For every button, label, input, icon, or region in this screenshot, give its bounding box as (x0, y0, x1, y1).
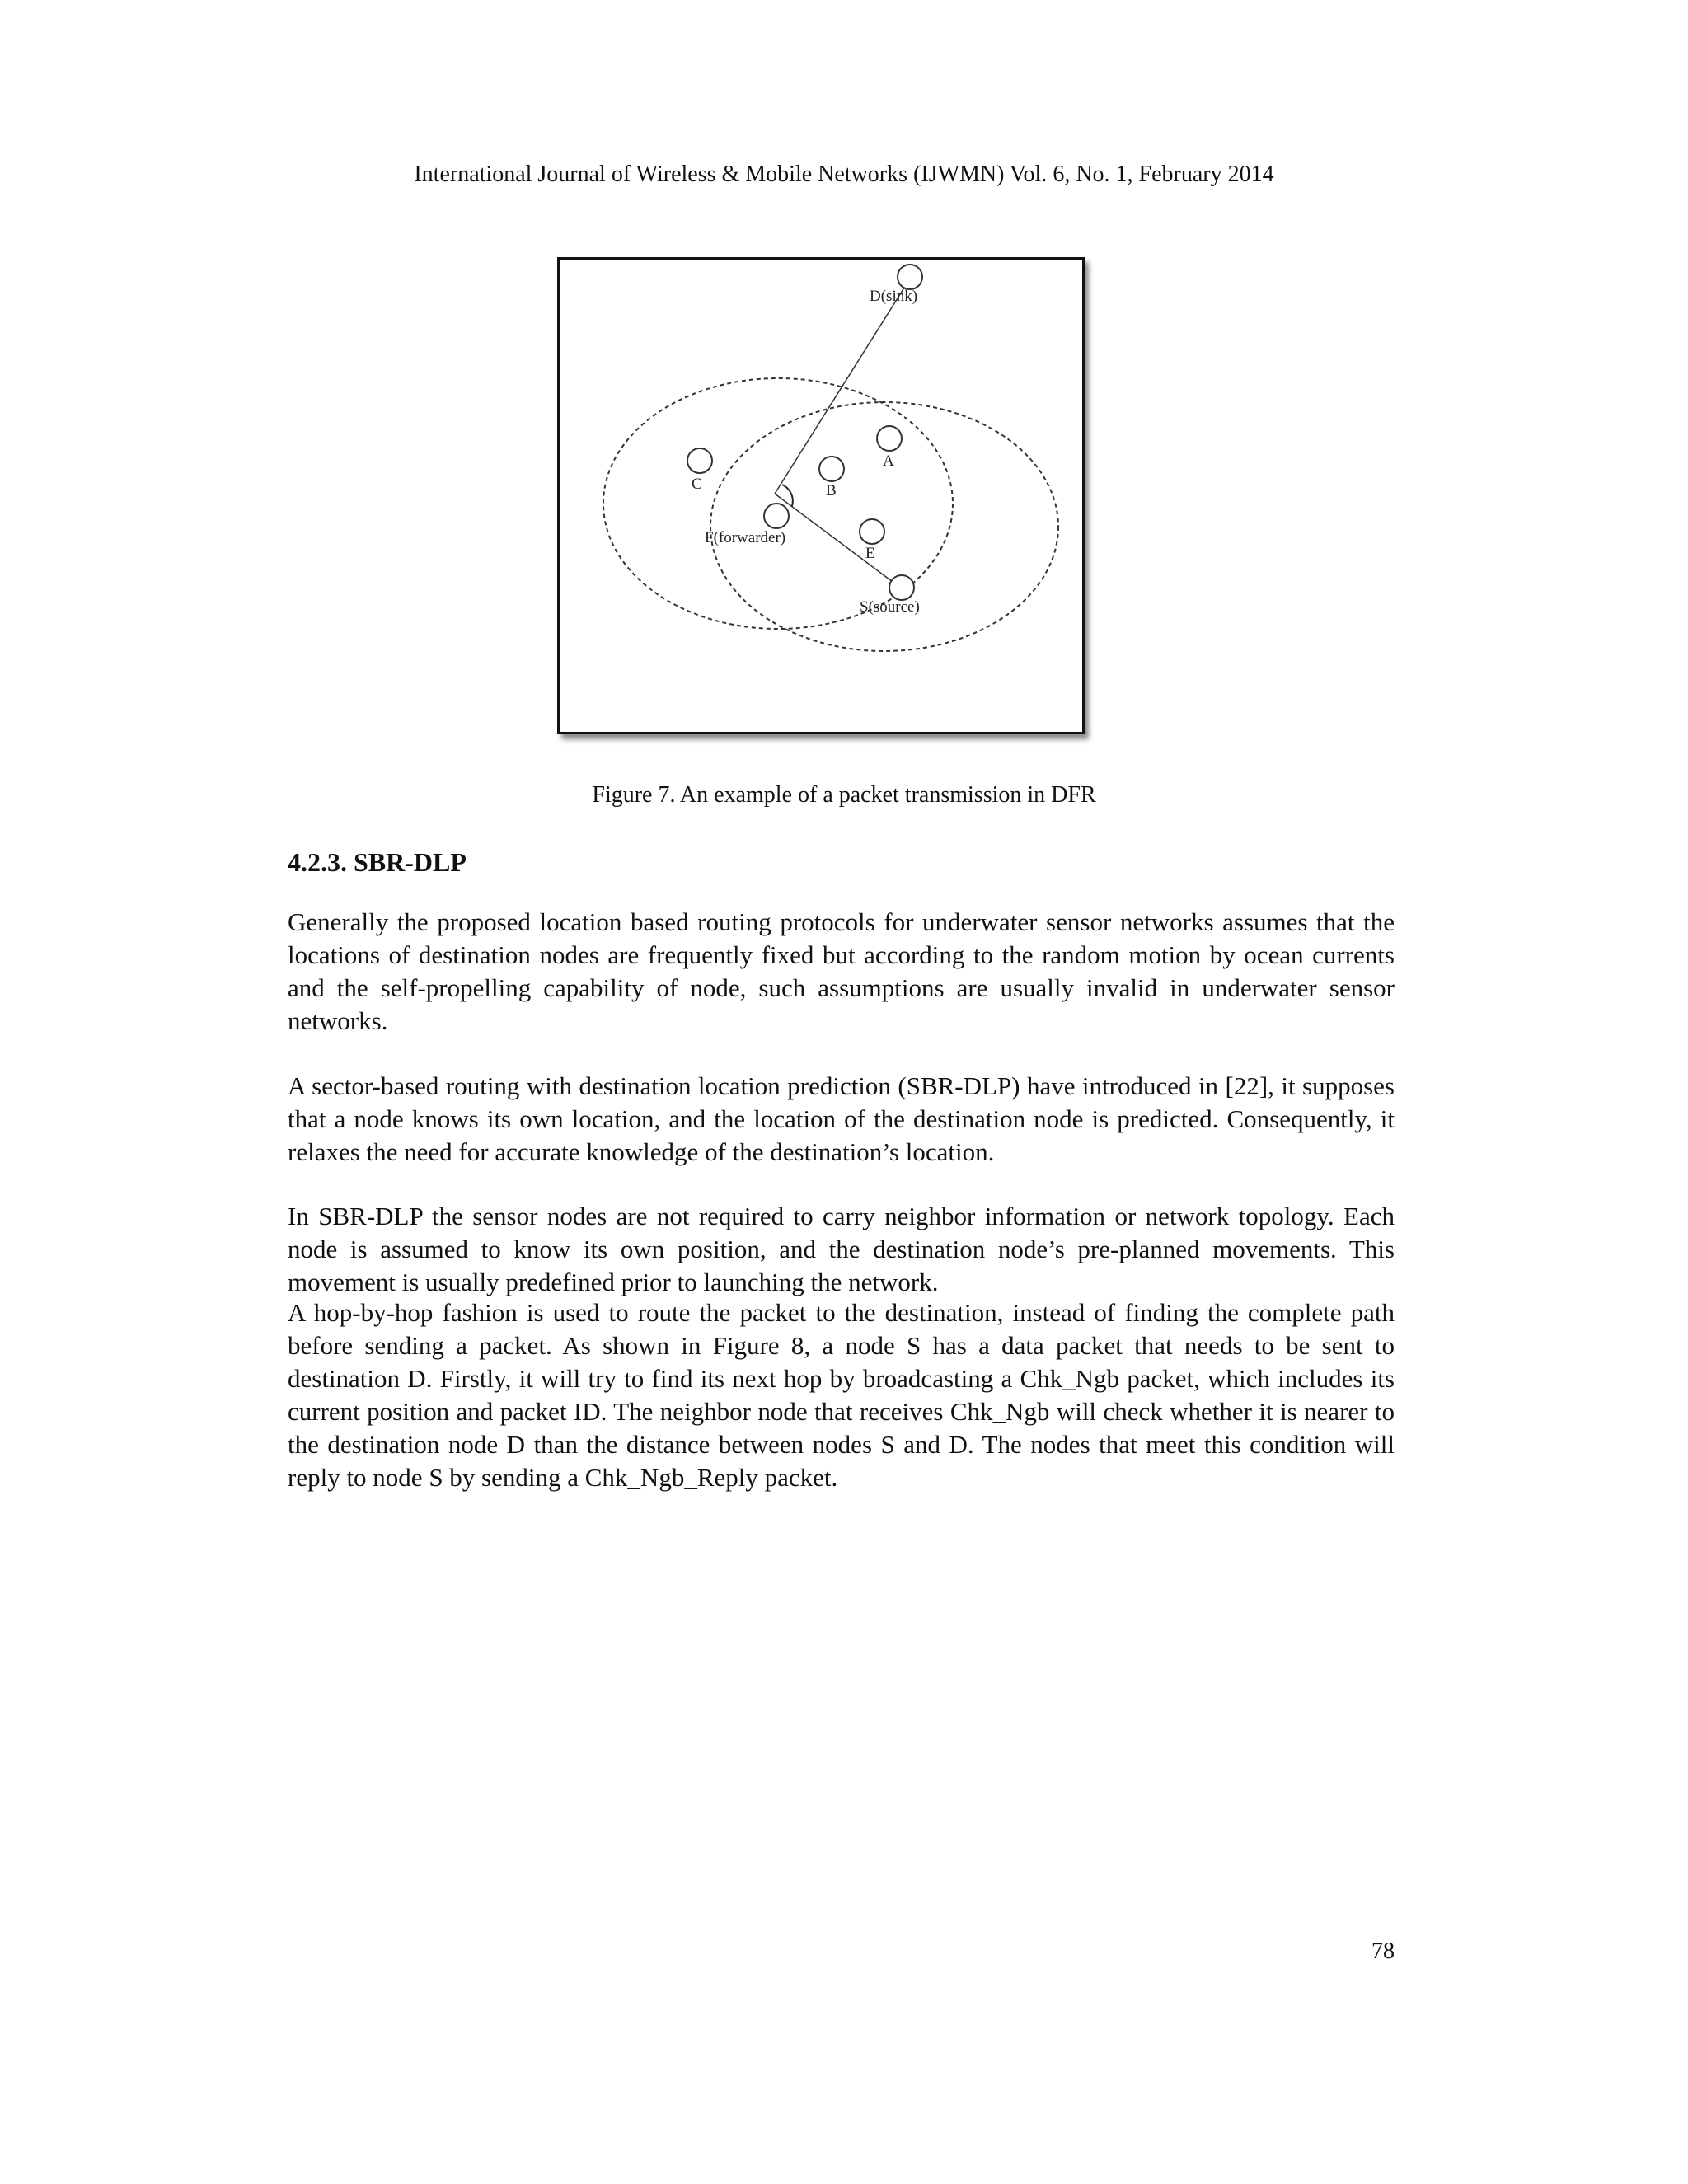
body-paragraph: A sector-based routing with destination location prediction (SBR-DLP) have introduced in [22], it supposes that a node knows its own location, and the location of the destination node is predicted. Consequently, it relaxes the need for accurate knowledge of the destination’s location. (288, 1071, 1395, 1166)
node-e-label: E (865, 545, 875, 562)
node-e (860, 519, 884, 544)
body-paragraph: Generally the proposed location based routing protocols for underwater sensor networks assumes that the locations of destination nodes are frequently fixed but according to the random motion by ocean currents and the self-propelling capability of node, such assumptions are usually invalid in underwater sensor networks. (288, 907, 1395, 1035)
node-source (889, 575, 914, 600)
body-paragraph: A hop-by-hop fashion is used to route the packet to the destination, instead of finding the complete path before sending a packet. As shown in Figure 8, a node S has a data packet that needs to be sent to destination D. Firstly, it will try to find its next hop by broadcasting a Chk_Ngb packet, which includes its current position and packet ID. The neighbor node that receives Chk_Ngb will check whether it is nearer to the destination node D than the distance between nodes S and D. The nodes that meet this condition will reply to node S by sending a Chk_Ngb_Reply packet. (288, 1298, 1395, 1492)
running-header: International Journal of Wireless & Mobile Networks (IJWMN) Vol. 6, No. 1, February 2014 (414, 162, 1274, 187)
node-c-label: C (692, 476, 702, 493)
node-source-label: S(source) (860, 598, 920, 616)
node-b-label: B (826, 482, 837, 499)
node-b (819, 457, 844, 481)
section-heading: 4.2.3. SBR-DLP (288, 847, 467, 877)
node-a (877, 426, 902, 451)
page-number: 78 (1372, 1938, 1395, 1964)
node-sink (898, 265, 922, 289)
body-paragraph: In SBR-DLP the sensor nodes are not required to carry neighbor information or network topology. Each node is assumed to know its own position, and the destination node’s pre-planned movements. This movement is usually predefined prior to launching the network. (288, 1202, 1395, 1296)
node-forwarder-label: F(forwarder) (705, 529, 786, 546)
figure-dfr-diagram (557, 257, 1085, 734)
node-a-label: A (883, 452, 894, 470)
figure-caption: Figure 7. An example of a packet transmission in DFR (592, 782, 1096, 808)
node-forwarder (764, 504, 789, 528)
node-sink-label: D(sink) (870, 288, 918, 305)
node-c (687, 448, 712, 473)
